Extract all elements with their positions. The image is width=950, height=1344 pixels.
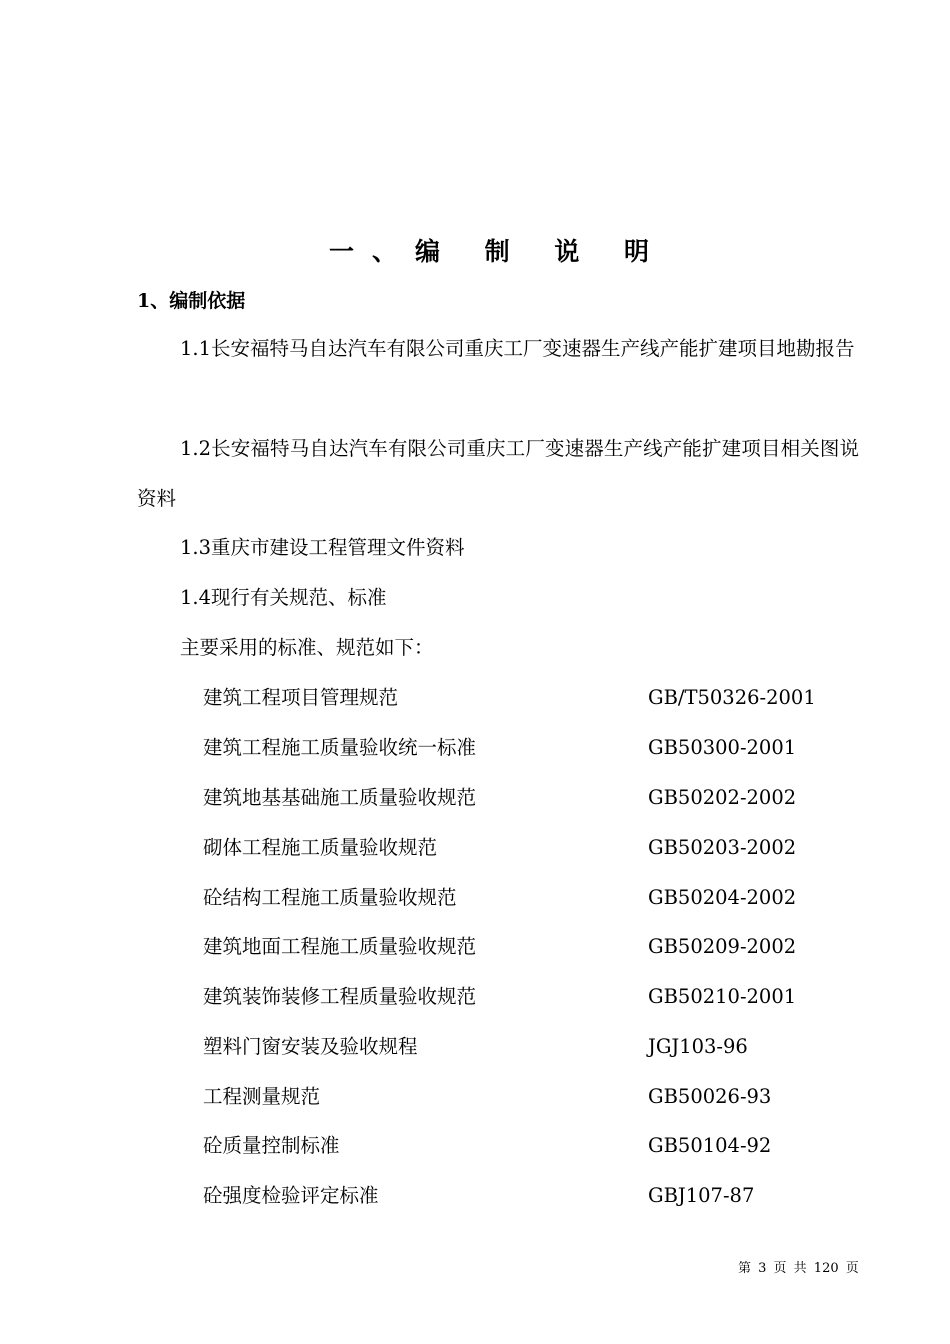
standard-code: GB50210-2001 bbox=[648, 985, 797, 1008]
standard-code: GB50300-2001 bbox=[648, 736, 797, 759]
standard-name: 工程测量规范 bbox=[203, 1085, 321, 1108]
section-heading: 1、编制依据 bbox=[137, 290, 246, 312]
standard-code: GBJ107-87 bbox=[648, 1184, 755, 1207]
standard-name: 砼强度检验评定标准 bbox=[203, 1184, 379, 1207]
standard-code: JGJ103-96 bbox=[648, 1035, 748, 1058]
standard-name: 建筑工程施工质量验收统一标准 bbox=[203, 736, 477, 759]
standard-row bbox=[203, 1082, 843, 1112]
standard-row bbox=[203, 783, 843, 813]
standard-code: GB50026-93 bbox=[648, 1085, 772, 1108]
standard-name: 砼结构工程施工质量验收规范 bbox=[203, 886, 457, 909]
paragraph-1-3: 1.3重庆市建设工程管理文件资料 bbox=[180, 536, 465, 559]
standard-row bbox=[203, 733, 843, 763]
standard-row bbox=[203, 833, 843, 863]
standard-name: 砌体工程施工质量验收规范 bbox=[203, 836, 438, 859]
standard-row bbox=[203, 982, 843, 1012]
standard-code: GB50104-92 bbox=[648, 1134, 772, 1157]
standard-code: GB50202-2002 bbox=[648, 786, 797, 809]
standard-row bbox=[203, 1131, 843, 1161]
paragraph-1-2: 1.2长安福特马自达汽车有限公司重庆工厂变速器生产线产能扩建项目相关图说资料 bbox=[137, 437, 859, 510]
standard-code: GB50209-2002 bbox=[648, 935, 797, 958]
standards-intro: 主要采用的标准、规范如下： bbox=[180, 636, 434, 659]
paragraph-1-4: 1.4现行有关规范、标准 bbox=[180, 586, 387, 609]
standard-code: GB50203-2002 bbox=[648, 836, 797, 859]
standard-row bbox=[203, 883, 843, 913]
standard-row bbox=[203, 683, 843, 713]
standard-name: 建筑地面工程施工质量验收规范 bbox=[203, 935, 477, 958]
standard-row bbox=[203, 1032, 843, 1062]
standard-name: 塑料门窗安装及验收规程 bbox=[203, 1035, 418, 1058]
standard-row bbox=[203, 932, 843, 962]
standard-code: GB50204-2002 bbox=[648, 886, 797, 909]
standard-code: GB/T50326-2001 bbox=[648, 686, 816, 709]
standard-name: 建筑工程项目管理规范 bbox=[203, 686, 399, 709]
standard-name: 建筑地基基础施工质量验收规范 bbox=[203, 786, 477, 809]
page-title: 一、编 制 说 明 bbox=[328, 237, 668, 266]
standard-name: 建筑装饰装修工程质量验收规范 bbox=[203, 985, 477, 1008]
standard-name: 砼质量控制标准 bbox=[203, 1134, 340, 1157]
page-number-footer: 第 3 页 共 120 页 bbox=[738, 1261, 859, 1276]
paragraph-1-1: 1.1长安福特马自达汽车有限公司重庆工厂变速器生产线产能扩建项目地勘报告 bbox=[180, 337, 855, 360]
standard-row bbox=[203, 1181, 843, 1211]
